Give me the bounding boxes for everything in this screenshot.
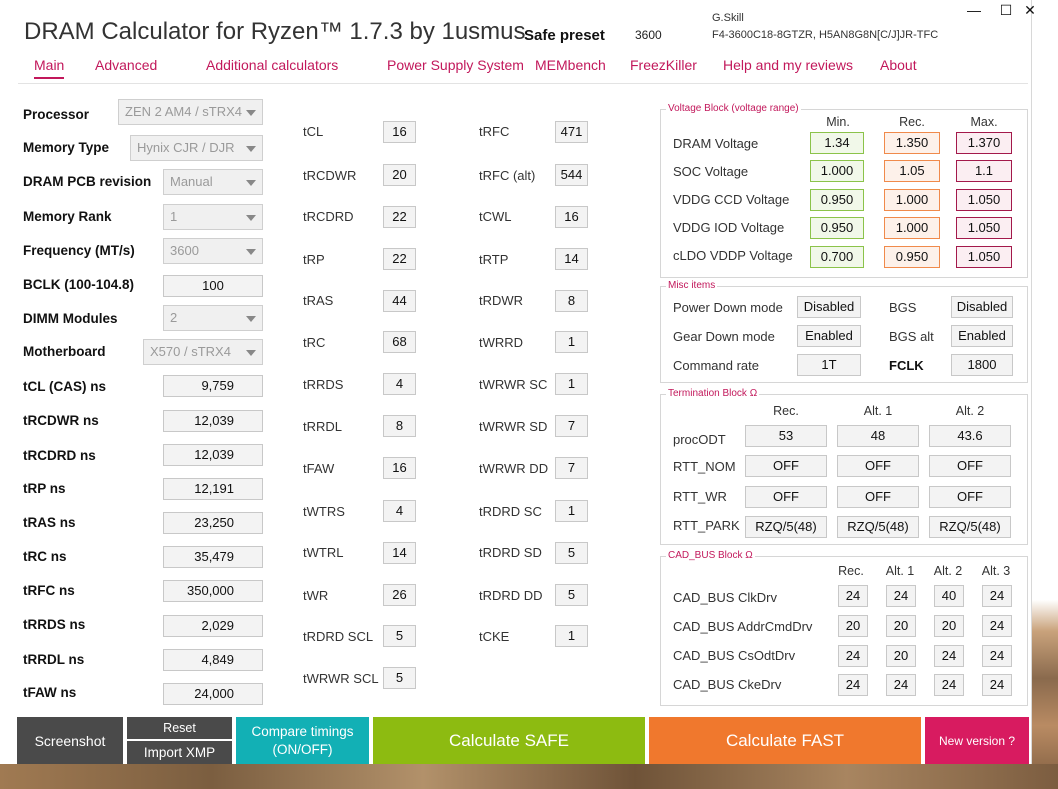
bclk-input[interactable]: 100 xyxy=(163,275,263,297)
timing-value: 68 xyxy=(383,331,416,353)
ns-label: tFAW ns xyxy=(23,685,77,700)
maximize-icon[interactable]: ☐ xyxy=(999,2,1013,18)
processor-select[interactable] xyxy=(118,99,263,125)
timing-label: tCKE xyxy=(479,629,510,644)
timing-value: 1 xyxy=(555,331,588,353)
ns-label: tRFC ns xyxy=(23,583,75,598)
screenshot-button[interactable]: Screenshot xyxy=(17,717,123,764)
desktop-background-bottom xyxy=(0,764,1058,789)
timing-value: 544 xyxy=(555,164,588,186)
misc-block-title: Misc items xyxy=(668,280,716,291)
bgs-alt-value: Enabled xyxy=(951,325,1013,347)
memory-rank-label: Memory Rank xyxy=(23,209,112,224)
preset-value: 3600 xyxy=(635,28,662,42)
termination-value: OFF xyxy=(837,455,919,477)
cadbus-value: 24 xyxy=(934,645,964,667)
timing-value: 5 xyxy=(383,625,416,647)
dimm-modules-value: 2 xyxy=(170,310,178,325)
cadbus-label: CAD_BUS AddrCmdDrv xyxy=(673,619,813,634)
memory-rank-select[interactable] xyxy=(163,204,263,230)
termination-label: RTT_NOM xyxy=(673,459,736,474)
chevron-down-icon xyxy=(246,249,256,255)
voltage-max: 1.050 xyxy=(956,246,1012,268)
timing-value: 5 xyxy=(383,667,416,689)
tab-additional-calculators[interactable]: Additional calculators xyxy=(206,57,339,73)
cadbus-value: 24 xyxy=(838,645,868,667)
voltage-label: VDDG IOD Voltage xyxy=(673,220,785,235)
termination-label: RTT_WR xyxy=(673,489,727,504)
timing-value: 8 xyxy=(555,290,588,312)
ns-value: 24,000 xyxy=(163,683,263,705)
import-xmp-button[interactable]: Import XMP xyxy=(127,741,232,764)
cadbus-value: 24 xyxy=(982,615,1012,637)
termination-value: OFF xyxy=(929,455,1011,477)
motherboard-select[interactable] xyxy=(143,339,263,365)
timing-label: tRRDS xyxy=(303,377,344,392)
compare-timings-sublabel: (ON/OFF) xyxy=(272,741,333,757)
termination-label: procODT xyxy=(673,432,726,447)
timing-value: 14 xyxy=(555,248,588,270)
voltage-label: cLDO VDDP Voltage xyxy=(673,248,793,263)
ns-label: tRRDL ns xyxy=(23,652,85,667)
termination-value: OFF xyxy=(929,486,1011,508)
timing-label: tRC xyxy=(303,335,326,350)
dimm-modules-select[interactable] xyxy=(163,305,263,331)
ns-value: 4,849 xyxy=(163,649,263,671)
ns-value: 23,250 xyxy=(163,512,263,534)
ns-label: tRC ns xyxy=(23,549,67,564)
termination-value: RZQ/5(48) xyxy=(929,516,1011,538)
bgs-alt-label: BGS alt xyxy=(889,329,934,344)
termination-header: Rec. xyxy=(773,404,799,418)
close-icon[interactable]: ✕ xyxy=(1024,2,1036,18)
timing-value: 22 xyxy=(383,248,416,270)
ns-label: tRCDWR ns xyxy=(23,413,99,428)
cadbus-value: 20 xyxy=(838,615,868,637)
voltage-max: 1.1 xyxy=(956,160,1012,182)
power-down-value: Disabled xyxy=(797,296,861,318)
voltage-max: 1.370 xyxy=(956,132,1012,154)
new-version-button[interactable]: New version ? xyxy=(925,717,1029,764)
tab-help-reviews[interactable]: Help and my reviews xyxy=(723,57,853,73)
memory-brand: G.Skill xyxy=(712,12,744,24)
voltage-rec: 1.000 xyxy=(884,189,940,211)
cadbus-value: 24 xyxy=(982,585,1012,607)
timing-value: 7 xyxy=(555,457,588,479)
voltage-min: 0.950 xyxy=(810,189,864,211)
cadbus-value: 24 xyxy=(934,674,964,696)
cadbus-header: Rec. xyxy=(838,564,864,578)
timing-value: 7 xyxy=(555,415,588,437)
timing-label: tRDWR xyxy=(479,293,524,308)
pcb-revision-label: DRAM PCB revision xyxy=(23,174,152,189)
timing-label: tRTP xyxy=(479,252,509,267)
timing-label: tWRWR SD xyxy=(479,419,548,434)
chevron-down-icon xyxy=(246,180,256,186)
timing-label: tWRWR SCL xyxy=(303,671,379,686)
ns-value: 12,039 xyxy=(163,444,263,466)
calculate-safe-button[interactable]: Calculate SAFE xyxy=(373,717,645,764)
app-title: DRAM Calculator for Ryzen™ 1.7.3 by 1usmus xyxy=(24,18,526,45)
termination-header: Alt. 1 xyxy=(863,404,893,418)
minimize-icon[interactable]: — xyxy=(967,2,981,18)
chevron-down-icon xyxy=(246,350,256,356)
termination-value: OFF xyxy=(745,486,827,508)
timing-label: tRDRD SC xyxy=(479,504,542,519)
voltage-max: 1.050 xyxy=(956,189,1012,211)
timing-label: tRDRD SCL xyxy=(303,629,374,644)
tab-main[interactable]: Main xyxy=(34,57,64,79)
timing-value: 4 xyxy=(383,373,416,395)
voltage-min: 0.700 xyxy=(810,246,864,268)
timing-value: 1 xyxy=(555,625,588,647)
preset-label: Safe preset xyxy=(524,27,605,44)
motherboard-label: Motherboard xyxy=(23,344,106,359)
voltage-min: 1.34 xyxy=(810,132,864,154)
cadbus-label: CAD_BUS ClkDrv xyxy=(673,590,778,605)
timing-label: tRP xyxy=(303,252,325,267)
gear-down-label: Gear Down mode xyxy=(673,329,775,344)
timing-value: 26 xyxy=(383,584,416,606)
cadbus-value: 24 xyxy=(886,674,916,696)
command-rate-value: 1T xyxy=(797,354,861,376)
termination-value: 43.6 xyxy=(929,425,1011,447)
command-rate-label: Command rate xyxy=(673,358,759,373)
timing-label: tCL xyxy=(303,124,324,139)
cadbus-value: 20 xyxy=(886,615,916,637)
tab-power-supply-system[interactable]: Power Supply System xyxy=(387,57,524,73)
termination-block-title: Termination Block Ω xyxy=(668,388,758,399)
memory-type-label: Memory Type xyxy=(23,140,110,155)
voltage-label: SOC Voltage xyxy=(673,164,749,179)
voltage-rec: 0.950 xyxy=(884,246,940,268)
voltage-max: 1.050 xyxy=(956,217,1012,239)
timing-value: 5 xyxy=(555,584,588,606)
gear-down-value: Enabled xyxy=(797,325,861,347)
timing-label: tRCDWR xyxy=(303,168,357,183)
cadbus-value: 20 xyxy=(934,615,964,637)
ns-value: 12,039 xyxy=(163,410,263,432)
voltage-min: 1.000 xyxy=(810,160,864,182)
ns-value: 350,000 xyxy=(163,580,263,602)
voltage-rec: 1.05 xyxy=(884,160,940,182)
voltage-rec: 1.000 xyxy=(884,217,940,239)
cadbus-value: 24 xyxy=(886,585,916,607)
bgs-label: BGS xyxy=(889,300,917,315)
timing-value: 44 xyxy=(383,290,416,312)
memory-part-number: F4-3600C18-8GTZR, H5AN8G8N[C/J]JR-TFC xyxy=(712,29,939,41)
termination-label: RTT_PARK xyxy=(673,518,740,533)
tab-membench[interactable]: MEMbench xyxy=(535,57,606,73)
timing-label: tWR xyxy=(303,588,329,603)
chevron-down-icon xyxy=(246,146,256,152)
compare-timings-label: Compare timings xyxy=(251,723,354,739)
fclk-label: FCLK xyxy=(889,358,924,373)
memory-type-select[interactable] xyxy=(130,135,263,161)
ns-value: 35,479 xyxy=(163,546,263,568)
timing-label: tRAS xyxy=(303,293,334,308)
cadbus-label: CAD_BUS CkeDrv xyxy=(673,677,782,692)
timing-value: 14 xyxy=(383,542,416,564)
ns-value: 2,029 xyxy=(163,615,263,637)
voltage-header-rec: Rec. xyxy=(899,115,925,129)
timing-label: tRCDRD xyxy=(303,209,354,224)
bgs-value: Disabled xyxy=(951,296,1013,318)
voltage-label: DRAM Voltage xyxy=(673,136,759,151)
processor-label: Processor xyxy=(23,107,90,122)
ns-label: tRCDRD ns xyxy=(23,448,96,463)
cadbus-value: 24 xyxy=(838,585,868,607)
timing-value: 16 xyxy=(555,206,588,228)
ns-value: 9,759 xyxy=(163,375,263,397)
timing-label: tFAW xyxy=(303,461,335,476)
timing-value: 20 xyxy=(383,164,416,186)
motherboard-value: X570 / sTRX4 xyxy=(150,344,231,359)
power-down-label: Power Down mode xyxy=(673,300,783,315)
cadbus-header: Alt. 1 xyxy=(885,564,915,578)
voltage-min: 0.950 xyxy=(810,217,864,239)
timing-label: tWRRD xyxy=(479,335,524,350)
timing-label: tRDRD DD xyxy=(479,588,543,603)
timing-value: 22 xyxy=(383,206,416,228)
timing-label: tRRDL xyxy=(303,419,343,434)
ns-label: tRP ns xyxy=(23,481,66,496)
calculate-fast-button[interactable]: Calculate FAST xyxy=(649,717,921,764)
termination-value: 48 xyxy=(837,425,919,447)
timing-label: tRFC (alt) xyxy=(479,168,536,183)
cadbus-value: 40 xyxy=(934,585,964,607)
timing-label: tWRWR DD xyxy=(479,461,549,476)
voltage-header-min: Min. xyxy=(826,115,850,129)
timing-label: tRFC xyxy=(479,124,510,139)
timing-value: 1 xyxy=(555,373,588,395)
pcb-revision-value: Manual xyxy=(170,174,213,189)
frequency-label: Frequency (MT/s) xyxy=(23,243,135,258)
timing-value: 471 xyxy=(555,121,588,143)
cadbus-value: 20 xyxy=(886,645,916,667)
ns-value: 12,191 xyxy=(163,478,263,500)
tab-divider xyxy=(18,83,1028,84)
pcb-revision-select[interactable] xyxy=(163,169,263,195)
timing-label: tRDRD SD xyxy=(479,545,542,560)
chevron-down-icon xyxy=(246,215,256,221)
termination-value: OFF xyxy=(837,486,919,508)
ns-label: tRAS ns xyxy=(23,515,76,530)
desktop-background-right xyxy=(1030,0,1058,789)
tab-about[interactable]: About xyxy=(880,57,917,73)
timing-value: 8 xyxy=(383,415,416,437)
cadbus-value: 24 xyxy=(982,674,1012,696)
tab-advanced[interactable]: Advanced xyxy=(95,57,158,73)
frequency-select[interactable] xyxy=(163,238,263,264)
chevron-down-icon xyxy=(246,316,256,322)
cadbus-header: Alt. 3 xyxy=(981,564,1011,578)
voltage-header-max: Max. xyxy=(970,115,998,129)
termination-value: OFF xyxy=(745,455,827,477)
frequency-value: 3600 xyxy=(170,243,199,258)
timing-value: 16 xyxy=(383,121,416,143)
bclk-label: BCLK (100-104.8) xyxy=(23,277,135,292)
voltage-block-title: Voltage Block (voltage range) xyxy=(668,103,799,114)
compare-timings-button[interactable] xyxy=(236,717,369,764)
cadbus-value: 24 xyxy=(838,674,868,696)
timing-value: 5 xyxy=(555,542,588,564)
termination-value: 53 xyxy=(745,425,827,447)
chevron-down-icon xyxy=(246,110,256,116)
timing-label: tCWL xyxy=(479,209,512,224)
reset-button[interactable]: Reset xyxy=(127,717,232,739)
timing-value: 4 xyxy=(383,500,416,522)
cadbus-value: 24 xyxy=(982,645,1012,667)
termination-header: Alt. 2 xyxy=(955,404,985,418)
ns-label: tCL (CAS) ns xyxy=(23,379,106,394)
termination-value: RZQ/5(48) xyxy=(745,516,827,538)
memory-rank-value: 1 xyxy=(170,209,178,224)
voltage-rec: 1.350 xyxy=(884,132,940,154)
tab-freezkiller[interactable]: FreezKiller xyxy=(630,57,697,73)
timing-label: tWTRS xyxy=(303,504,345,519)
fclk-value: 1800 xyxy=(951,354,1013,376)
cadbus-header: Alt. 2 xyxy=(933,564,963,578)
ns-label: tRRDS ns xyxy=(23,617,86,632)
timing-value: 16 xyxy=(383,457,416,479)
cadbus-block-title: CAD_BUS Block Ω xyxy=(668,550,753,561)
cadbus-label: CAD_BUS CsOdtDrv xyxy=(673,648,796,663)
dimm-modules-label: DIMM Modules xyxy=(23,311,118,326)
timing-label: tWRWR SC xyxy=(479,377,548,392)
termination-value: RZQ/5(48) xyxy=(837,516,919,538)
voltage-label: VDDG CCD Voltage xyxy=(673,192,790,207)
timing-value: 1 xyxy=(555,500,588,522)
processor-value: ZEN 2 AM4 / sTRX4 xyxy=(125,104,243,119)
memory-type-value: Hynix CJR / DJR xyxy=(137,140,235,155)
timing-label: tWTRL xyxy=(303,545,344,560)
